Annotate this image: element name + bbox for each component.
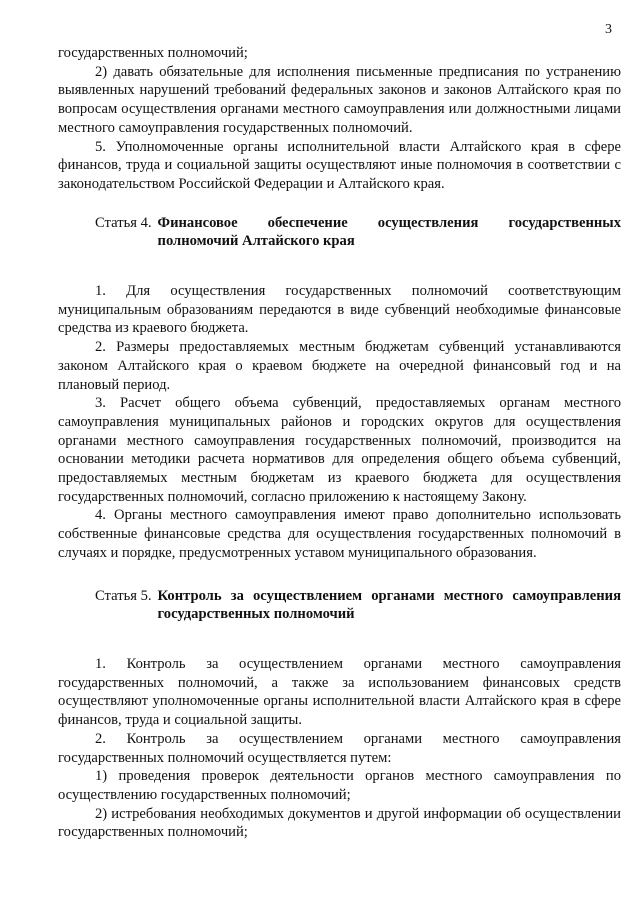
paragraph: 2. Контроль за осуществлением органами местного самоуправления государственных полномочий осуществляется путем:	[58, 730, 621, 766]
paragraph: 1. Контроль за осуществлением органами местного самоуправления государственных полномочий, а также за использованием финансовых средств осуществляют уполномоченные органы исполнительной власти Алтайского края в сфере финансов, труда и социальной защиты.	[58, 655, 621, 729]
paragraph: 5. Уполномоченные органы исполнительной власти Алтайского края в сфере финансов, труда и социальной защиты осуществляют иные полномочия в соответствии с законодательством Российской Федерации и Алтайского края.	[58, 138, 621, 192]
page-number: 3	[605, 22, 612, 37]
paragraph: государственных полномочий;	[58, 45, 248, 61]
article-number: Статья 5.	[95, 587, 152, 604]
article-title: Финансовое обеспечение осуществления государственных полномочий Алтайского края	[157, 214, 621, 250]
article-5-heading	[95, 587, 621, 624]
paragraph: 1. Для осуществления государственных полномочий соответствующим муниципальным образованиям передаются в виде субвенций необходимые финансовые средства из краевого бюджета.	[58, 283, 621, 337]
paragraph: 1) проведения проверок деятельности органов местного самоуправления по осуществлению государственных полномочий;	[58, 768, 621, 803]
article-title: Контроль за осуществлением органами местного самоуправления государственных полномочий	[157, 587, 621, 623]
paragraph: 3. Расчет общего объема субвенций, предоставляемых органам местного самоуправления муниципальных районов и городских округов для осуществления органами местного самоуправления государственных полномочий, производится на основании методики расчета нормативов для определения общего объема субвенций, предоставляемых местным бюджетам из краевого бюджета для осуществления государственных полномочий, согласно приложению к настоящему Закону.	[58, 395, 621, 505]
article-number: Статья 4.	[95, 214, 152, 231]
paragraph: 4. Органы местного самоуправления имеют право дополнительно использовать собственные финансовые средства для осуществления государственных полномочий в случаях и порядке, предусмотренных уставом муниципального образования.	[58, 507, 621, 561]
paragraph: 2. Размеры предоставляемых местным бюджетам субвенций устанавливаются законом Алтайского края о краевом бюджете на очередной финансовый год и на плановый период.	[58, 339, 621, 393]
document-body	[58, 44, 621, 842]
paragraph: 2) истребования необходимых документов и другой информации об осуществлении государственных полномочий;	[58, 805, 621, 841]
paragraph: 2) давать обязательные для исполнения письменные предписания по устранению выявленных нарушений требований федеральных законов и законов Алтайского края по вопросам осуществления органами местного самоуправления или должностными лицами местного самоуправления государственных полномочий.	[58, 63, 621, 136]
article-4-heading	[95, 214, 621, 251]
